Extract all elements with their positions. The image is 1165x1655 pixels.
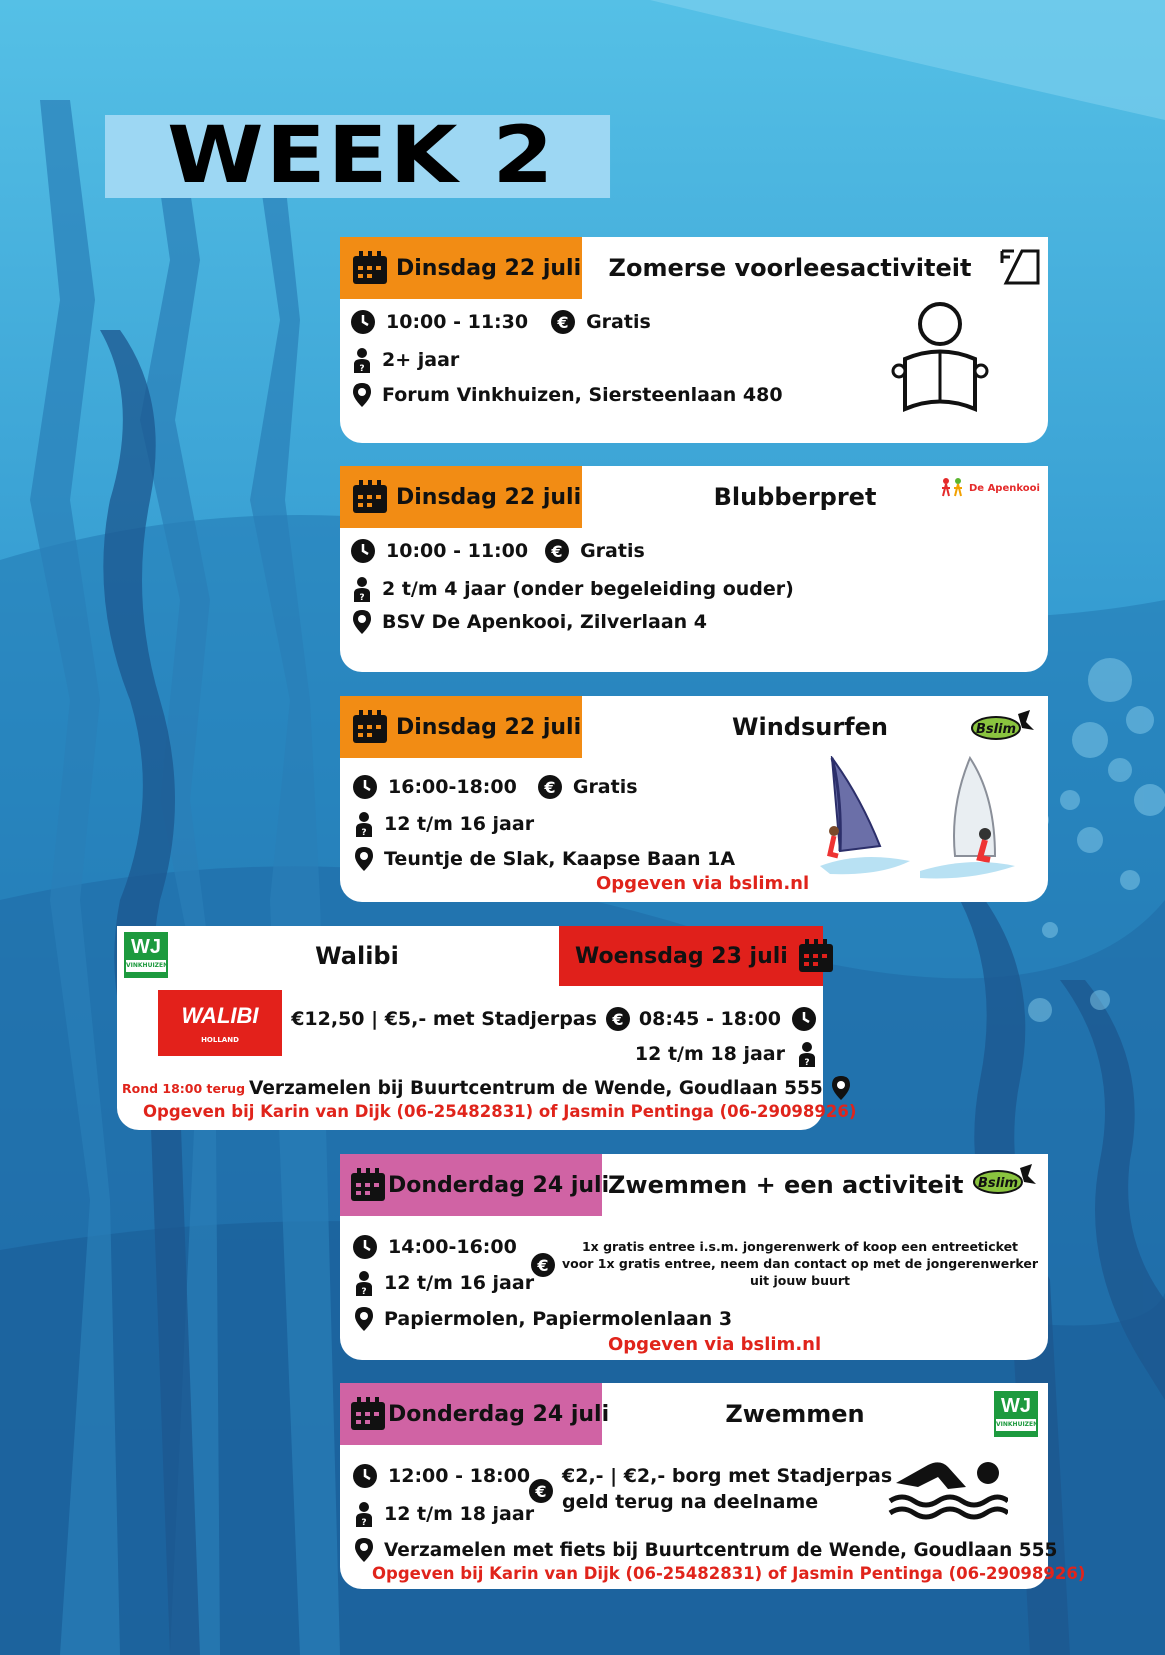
svg-text:€: € — [537, 1256, 549, 1275]
time-row — [350, 538, 645, 564]
person-icon — [354, 1501, 374, 1527]
date-label: Woensdag 23 juli — [575, 943, 788, 969]
time-row — [352, 1463, 530, 1489]
age-row — [635, 1041, 817, 1067]
walibi-logo — [158, 990, 282, 1056]
euro-icon — [544, 538, 570, 564]
calendar-icon — [352, 710, 388, 744]
activity-card-voorlees — [340, 237, 1048, 443]
apenkooi-figures-icon — [940, 476, 966, 500]
location-pin-icon — [354, 1537, 374, 1563]
clock-icon — [352, 774, 378, 800]
svg-text:?: ? — [361, 1287, 367, 1296]
price-note-line: uit jouw buurt — [749, 1273, 851, 1288]
price-value: Gratis — [580, 540, 645, 562]
apenkooi-logo — [940, 476, 1040, 500]
person-icon — [352, 576, 372, 602]
location-row — [352, 382, 783, 408]
activity-card-zwemmen — [340, 1383, 1086, 1589]
date-label: Donderdag 24 juli — [388, 1172, 610, 1198]
activity-title: Windsurfen — [732, 713, 888, 741]
date-bar — [340, 1154, 610, 1216]
svg-text:€: € — [535, 1482, 547, 1501]
age-row — [354, 1501, 534, 1527]
price-note-line: voor 1x gratis entree, neem dan contact op met de jongerenwerker — [561, 1256, 1039, 1271]
price-value: Gratis — [572, 776, 638, 798]
euro-icon — [605, 1006, 631, 1032]
euro-icon — [550, 309, 576, 335]
time-value: 10:00 - 11:00 — [386, 540, 529, 562]
wj-logo-subtext: VINKHUIZEN — [996, 1419, 1036, 1431]
clock-icon — [350, 309, 376, 335]
reading-person-icon — [885, 299, 995, 419]
location-pin-icon — [831, 1075, 851, 1101]
age-row — [352, 347, 459, 373]
bslim-logo — [972, 1162, 1038, 1196]
calendar-icon — [352, 480, 388, 514]
price-value: €12,50 | €5,- met Stadjerpas — [291, 1008, 597, 1030]
location-value: BSV De Apenkooi, Zilverlaan 4 — [382, 611, 708, 633]
price-refund: geld terug na deelname — [562, 1491, 819, 1513]
signup-text: Opgeven via bslim.nl — [596, 873, 810, 894]
price-time-row — [291, 1006, 817, 1032]
svg-text:?: ? — [804, 1058, 810, 1067]
time-row — [352, 1234, 517, 1260]
location-value: Forum Vinkhuizen, Siersteenlaan 480 — [382, 384, 783, 406]
forum-logo-icon — [1000, 247, 1040, 287]
age-value: 12 t/m 18 jaar — [384, 1503, 535, 1525]
activity-title: Blubberpret — [713, 483, 877, 511]
location-pin-icon — [352, 382, 372, 408]
time-row — [350, 309, 651, 335]
activity-title: Zwemmen — [725, 1400, 865, 1428]
wj-vinkhuizen-logo — [124, 932, 168, 978]
date-bar — [340, 696, 582, 758]
clock-icon — [791, 1006, 817, 1032]
swimmer-icon — [888, 1451, 1008, 1521]
time-value: 10:00 - 11:30 — [386, 311, 529, 333]
location-row — [122, 1075, 851, 1101]
svg-text:€: € — [612, 1010, 624, 1029]
clock-icon — [350, 538, 376, 564]
wj-logo-text: WJ — [131, 936, 161, 958]
signup-text: Opgeven via bslim.nl — [608, 1334, 822, 1355]
svg-text:Bslim: Bslim — [977, 1176, 1019, 1191]
activity-title: Walibi — [315, 942, 399, 970]
price-value: €2,- | €2,- borg met Stadjerpas — [562, 1465, 893, 1487]
age-value: 12 t/m 18 jaar — [634, 1043, 785, 1065]
wj-logo-subtext: VINKHUIZEN — [126, 960, 166, 972]
time-value: 08:45 - 18:00 — [638, 1008, 781, 1030]
svg-text:?: ? — [361, 828, 367, 837]
clock-icon — [352, 1234, 378, 1260]
apenkooi-logo-text: De Apenkooi — [969, 482, 1040, 494]
svg-text:€: € — [551, 542, 563, 561]
calendar-icon — [798, 939, 834, 973]
location-value: Verzamelen met fiets bij Buurtcentrum de Wende, Goudlaan 555 — [384, 1539, 1058, 1561]
date-label: Donderdag 24 juli — [388, 1401, 610, 1427]
location-row — [354, 846, 735, 872]
svg-text:Bslim: Bslim — [975, 722, 1017, 737]
age-row — [354, 1270, 534, 1296]
bslim-logo — [970, 708, 1036, 742]
price-note — [556, 1238, 1044, 1289]
activity-card-zwemmen-activiteit — [340, 1154, 1048, 1360]
age-value: 12 t/m 16 jaar — [384, 1272, 535, 1294]
age-row — [354, 811, 534, 837]
euro-icon — [528, 1478, 554, 1504]
svg-text:€: € — [544, 778, 556, 797]
location-row — [354, 1306, 732, 1332]
location-value: Papiermolen, Papiermolenlaan 3 — [384, 1308, 733, 1330]
price-note-line: 1x gratis entree i.s.m. jongerenwerk of koop een entreeticket — [581, 1239, 1019, 1254]
date-label: Dinsdag 22 juli — [396, 255, 582, 281]
activity-card-walibi — [117, 926, 857, 1130]
time-value: 12:00 - 18:00 — [388, 1465, 531, 1487]
person-icon — [354, 1270, 374, 1296]
activity-title: Zwemmen + een activiteit — [608, 1171, 964, 1199]
wj-logo-text: WJ — [1001, 1395, 1031, 1417]
svg-text:€: € — [557, 313, 569, 332]
calendar-icon — [350, 1397, 386, 1431]
location-value: Teuntje de Slak, Kaapse Baan 1A — [384, 848, 736, 870]
location-pin-icon — [352, 609, 372, 635]
activity-title: Zomerse voorleesactiviteit — [608, 254, 972, 282]
svg-text:?: ? — [359, 593, 365, 602]
date-bar — [559, 926, 823, 986]
date-label: Dinsdag 22 juli — [396, 714, 582, 740]
date-bar — [340, 237, 582, 299]
date-bar — [340, 1383, 610, 1445]
price-line — [562, 1491, 818, 1513]
person-icon — [354, 811, 374, 837]
signup-text: Opgeven bij Karin van Dijk (06-25482831) of Jasmin Pentinga (06-29098926) — [372, 1564, 1086, 1583]
activity-card-windsurfen — [340, 696, 1048, 902]
euro-icon — [530, 1252, 556, 1278]
location-row — [352, 609, 707, 635]
return-note: Rond 18:00 terug — [122, 1080, 246, 1096]
person-icon — [797, 1041, 817, 1067]
signup-text: Opgeven bij Karin van Dijk (06-25482831) of Jasmin Pentinga (06-29098926) — [143, 1102, 857, 1121]
location-pin-icon — [354, 1306, 374, 1332]
activity-card-blubberpret — [340, 466, 1048, 672]
euro-icon — [537, 774, 563, 800]
clock-icon — [352, 1463, 378, 1489]
time-value: 14:00-16:00 — [388, 1236, 517, 1258]
time-value: 16:00-18:00 — [388, 776, 517, 798]
age-value: 2+ jaar — [382, 349, 460, 371]
person-icon — [352, 347, 372, 373]
calendar-icon — [350, 1168, 386, 1202]
date-bar — [340, 466, 582, 528]
price-value: Gratis — [586, 311, 651, 333]
time-row — [352, 774, 638, 800]
windsurfers-icon — [820, 756, 1020, 886]
week-title: WEEK 2 — [105, 115, 610, 198]
svg-text:?: ? — [359, 364, 365, 373]
age-value: 2 t/m 4 jaar (onder begeleiding ouder) — [382, 578, 794, 600]
location-value: Verzamelen bij Buurtcentrum de Wende, Goudlaan 555 — [249, 1077, 823, 1099]
svg-text:?: ? — [361, 1518, 367, 1527]
age-row — [352, 576, 794, 602]
walibi-logo-subtext: HOLLAND — [201, 1036, 239, 1044]
age-value: 12 t/m 16 jaar — [384, 813, 535, 835]
calendar-icon — [352, 251, 388, 285]
price-line — [562, 1465, 892, 1487]
walibi-logo-text: WALIBI — [181, 1003, 259, 1028]
location-pin-icon — [354, 846, 374, 872]
date-label: Dinsdag 22 juli — [396, 484, 582, 510]
location-row — [354, 1537, 1057, 1563]
wj-vinkhuizen-logo — [994, 1391, 1038, 1437]
